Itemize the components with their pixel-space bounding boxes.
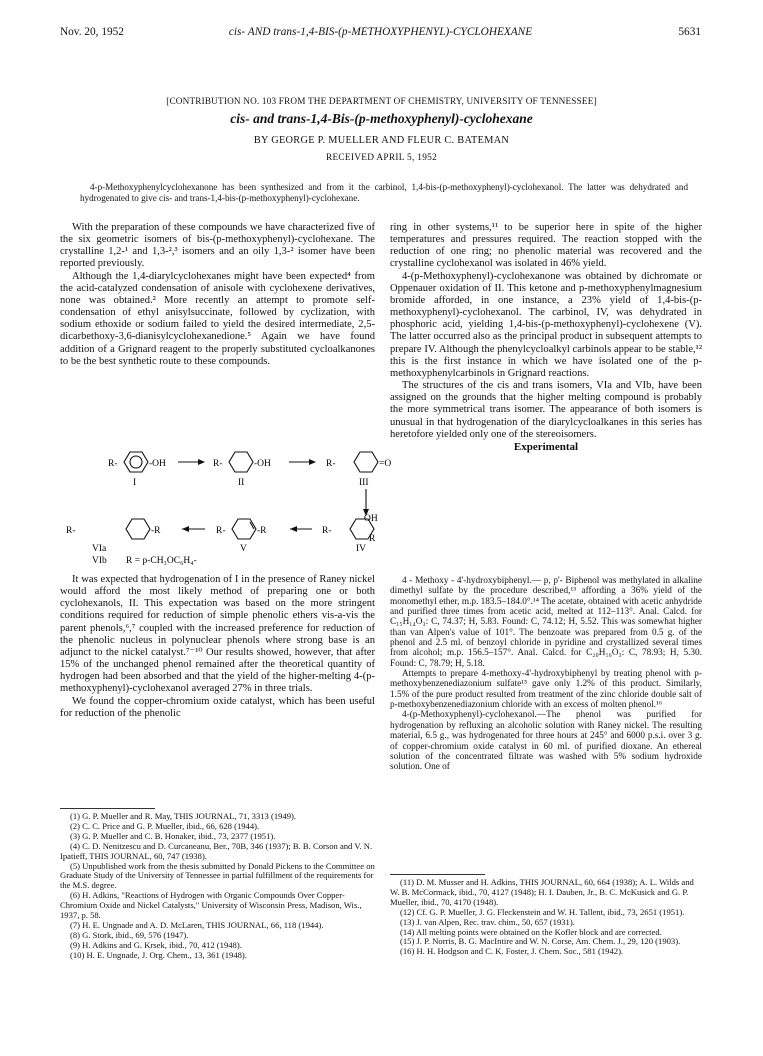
scheme-text: R-: [213, 459, 223, 469]
footnote: (14) All melting points were obtained on the Kofler block and are corrected.: [400, 926, 662, 937]
article-authors: BY GEORGE P. MUELLER AND FLEUR C. BATEMAN: [253, 135, 510, 146]
cyclohexane-ring-II: [229, 452, 253, 472]
scheme-text: OH: [364, 514, 378, 524]
footnote: (15) J. P. Norris, B. G. MacIntire and W. N. Corse, Am. Chem. J., 29, 120 (1903).: [400, 936, 681, 947]
paragraph: With the preparation of these compounds we have characterized five of the six geometric isomers of bis-(p-methoxyphenyl)-cyclohexane. The crystalline 1,2-¹ and 1,3-²,³ isomers and an oily 1,3-² isomer have been reported previously.: [60, 222, 375, 270]
r-definition: R = p-CH₃OC₆H₄-: [126, 556, 197, 566]
reaction-scheme-drawing: [60, 447, 392, 569]
arrowhead: [198, 459, 205, 465]
reaction-scheme: [60, 447, 392, 569]
scheme-text: -OH: [149, 459, 166, 469]
compound-label: II: [238, 478, 245, 488]
article-title: cis- and trans-1,4-Bis-(p-methoxyphenyl)-cyclohexane: [230, 111, 533, 126]
header-running-title: cis- AND trans-1,4-BIS-(p-METHOXYPHENYL)-CYCLOHEXANE: [228, 26, 533, 38]
arrowhead: [182, 526, 189, 532]
scheme-text: -R: [257, 526, 267, 536]
compound-label: VIb: [92, 556, 107, 566]
paragraph: It was expected that hydrogenation of I in the presence of Raney nickel would afford the most likely method of preparing one or both cyclohexanols, II. This expectation was based on the more stringent conditions required for reduction of simple phenolic ethers vis-a-vis the parent phenols,⁶,⁷ coupled with the increased preference for reduction of the phenolic nucleus in polynuclear phenols where strong base is an adjunct to the nickel catalyst.⁷⁻¹⁰ Our results showed, however, that after 15% of the unchanged phenol remained after the theoretical quantity of hydrogen had been absorbed and that the yield of the higher-melting 4-(p-methoxyphenyl)-cyclohexanol averaged 27% in three trials.: [60, 574, 375, 695]
left-column-top: [60, 222, 375, 368]
footnote: (8) G. Stork, ibid., 69, 576 (1947).: [70, 929, 189, 940]
paragraph: 4-(p-Methoxyphenyl)-cyclohexanone was obtained by dichromate or Oppenauer oxidation of II. This ketone and p-methoxyphenylmagnesium bromide afforded, in one instance, a 23% yield of 1,4-bis-(p-methoxyphenyl)-cyclohexanol. The carbinol, IV, was dehydrated in phosphoric acid, yielding 1,4-bis-(p-methoxyphenyl)-cyclohexene (V). The latter occurred also as the principal product in subsequent attempts to prepare IV. Although the phenylcycloalkyl carbinols appear to be stable,¹² this is the first instance in which we have isolated one of the p-methoxyphenylcarbinols in Grignard reactions.: [390, 270, 702, 379]
footnote: (9) H. Adkins and G. Krsek, ibid., 70, 412 (1948).: [70, 939, 242, 950]
aromatic-circle-I: [130, 456, 142, 468]
footnote: (13) J. van Alpen, Rec. trav. chim., 50, 657 (1931).: [400, 916, 575, 927]
compound-label: VIa: [92, 544, 107, 554]
footnote: (1) G. P. Mueller and R. May, THIS JOURNAL, 71, 3313 (1949).: [70, 811, 297, 821]
header-date: Nov. 20, 1952: [60, 26, 124, 38]
paragraph: Although the 1,4-diarylcyclohexanes might have been expected⁴ from the acid-catalyzed condensation of anisole with cyclohexene derivatives, none was obtained.² More recently an attempt to promote self-condensation of ethyl anisylsuccinate, followed by cyclization, with sodium ethoxide or sodium failed to yield the desired intermediate, 2,5-dicarbethoxy-3,6-dianisylcyclohexanedione.⁵ Again we have found addition of a Grignard reagent to the properly substituted cycloalkanones to be the best synthetic route to these compounds.: [60, 270, 375, 367]
cyclohexane-ring-VI: [126, 519, 150, 539]
footnotes-right: [390, 878, 702, 957]
experimental-heading: Experimental: [513, 440, 579, 453]
paragraph: The structures of the cis and trans isomers, VIa and VIb, have been assigned on the grounds that the higher melting compound is probably the more symmetrical trans isomer. The appearance of both isomers is unusual in that hydrogenation of the diarylcycloalkanes in this series has heretofore yielded only one of the stereoisomers.: [390, 380, 702, 440]
cyclohexanone-ring-III: [354, 452, 378, 472]
scheme-text: -OH: [254, 459, 271, 469]
footnote: (16) H. H. Hodgson and C. K. Foster, J. Chem. Soc., 581 (1942).: [400, 946, 624, 957]
paragraph: Attempts to prepare 4-methoxy-4'-hydroxybiphenyl by treating phenol with p-methoxybenzenediazonium sulfate¹⁵ gave only 1.2% of this product. Similarly, 1.5% of the pure product resulted from treatment of the zinc chloride double salt of p-methoxybenzenediazonium chloride with an excess of molten phenol.¹⁶: [390, 669, 702, 711]
compound-label: V: [240, 544, 247, 554]
scheme-text: R-: [66, 526, 76, 536]
contribution-line: [CONTRIBUTION NO. 103 FROM THE DEPARTMENT OF CHEMISTRY, UNIVERSITY OF TENNESSEE]: [166, 96, 597, 106]
paragraph: 4-(p-Methoxyphenyl)-cyclohexanol.—The phenol was purified for hydrogenation by refluxing an alcoholic solution with Raney nickel. The resulting material, 6.5 g., was hydrogenated for three hours at 245° and 6000 p.s.i. over 3 g. of copper-chromium oxide catalyst in 60 ml. of purified dioxane. An ethereal solution of the concentrated filtrate was washed with 5% sodium hydroxide solution. One of: [390, 710, 702, 773]
footnote: (5) Unpublished work from the thesis submitted by Donald Pickens to the Committee on Graduate Study of the University of Tennessee in partial fulfillment of the requirements for the M.S. degree.: [60, 860, 375, 891]
running-header: [60, 26, 701, 40]
footnote: (3) G. P. Mueller and C. B. Honaker, ibid., 73, 2377 (1951).: [70, 830, 276, 841]
paragraph: 4 - Methoxy - 4'-hydroxybiphenyl.— p, p'- Biphenol was methylated in alkaline dimethyl sulfate by the procedure described,¹³ affording a 36% yield of the monomethyl ether, m.p. 183.5–184.0°.¹⁴ The acetate, obtained with acetic anhydride and purified three times from acetic acid, melted at 112–113°. Anal. Calcd. for C₁₅H₁₄O₃: C, 74.37; H, 5.83. Found: C, 74.12; H, 5.52. This was somewhat higher than van Alpen's value of 101°. The benzoate was prepared from 0.5 g. of the phenol and 2.5 ml. of benzoyl chloride in pyridine and crystallized several times from alcohol; m.p. 156.5–157°. Anal. Calcd. for C₂₀H₁₆O₃: C, 78.93; H, 5.30. Found: C, 78.79; H, 5.18.: [390, 576, 702, 669]
footnote: (10) H. E. Ungnade, J. Org. Chem., 13, 361 (1948).: [70, 949, 247, 960]
scheme-text: R-: [322, 526, 332, 536]
header-page-number: 5631: [678, 26, 701, 38]
scheme-text: R: [369, 534, 376, 544]
paragraph: We found the copper-chromium oxide catalyst, which has been useful for reduction of the phenolic: [60, 695, 375, 719]
footnote-divider-right: [390, 874, 485, 875]
footnote-divider-left: [60, 808, 155, 809]
footnote: (2) C. C. Price and G. P. Mueller, ibid., 66, 628 (1944).: [70, 820, 260, 831]
scheme-text: -R: [151, 526, 161, 536]
compound-label: IV: [356, 544, 367, 554]
arrowhead: [309, 459, 316, 465]
experimental-section: [390, 576, 702, 773]
abstract: 4-p-Methoxyphenylcyclohexanone has been synthesized and from it the carbinol, 1,4-bis-(p-methoxyphenyl)-cyclohexanol. The latter was dehydrated and hydrogenated to give cis- and trans-1,4-bis-(p-methoxyphenyl)-cyclohexane.: [80, 182, 688, 203]
scheme-text: R-: [108, 459, 118, 469]
footnote: (4) C. D. Nenitzescu and D. Curcaneanu, Ber., 70B, 346 (1937); B. B. Corson and V. N. Ipatieff, THIS JOURNAL, 60, 747 (1938).: [60, 840, 373, 861]
compound-label: I: [133, 478, 137, 488]
scheme-text: R-: [326, 459, 336, 469]
footnote: (12) Cf. G. P. Mueller, J. G. Fleckenstein and W. H. Tallent, ibid., 73, 2651 (1951).: [400, 906, 685, 917]
footnote: (7) H. E. Ungnade and A. D. McLaren, THIS JOURNAL, 66, 118 (1944).: [70, 919, 324, 930]
paragraph: ring in other systems,¹¹ to be superior here in spite of the higher temperatures and pressures required. The reaction stopped with the reduction of one ring; no phenolic material was recovered and the crystalline cyclohexanol was isolated in 46% yield.: [390, 222, 702, 270]
right-column-top: [390, 222, 702, 453]
benzene-ring-I: [124, 452, 148, 472]
footnotes-left: [60, 812, 375, 961]
footnote: (6) H. Adkins, "Reactions of Hydrogen with Organic Compounds Over Copper-Chromium Oxide and Nickel Catalysts," University of Wisconsin Press, Madison, Wis., 1937, p. 58.: [60, 890, 362, 921]
arrowhead: [290, 526, 297, 532]
received-date: RECEIVED APRIL 5, 1952: [325, 153, 438, 163]
compound-label: III: [359, 478, 369, 488]
left-column-bottom: [60, 574, 375, 720]
cyclohexene-ring-V: [232, 519, 256, 539]
footnote: (11) D. M. Musser and H. Adkins, THIS JOURNAL, 60, 664 (1938); A. L. Wilds and W. B. McCormack, ibid., 70, 4127 (1948); H. I. Dauben, Jr., B. C. McKusick and G. P. Mueller, ibid., 70, 4170 (1948).: [390, 877, 694, 907]
scheme-text: R-: [216, 526, 226, 536]
scheme-text: =O: [379, 459, 392, 469]
